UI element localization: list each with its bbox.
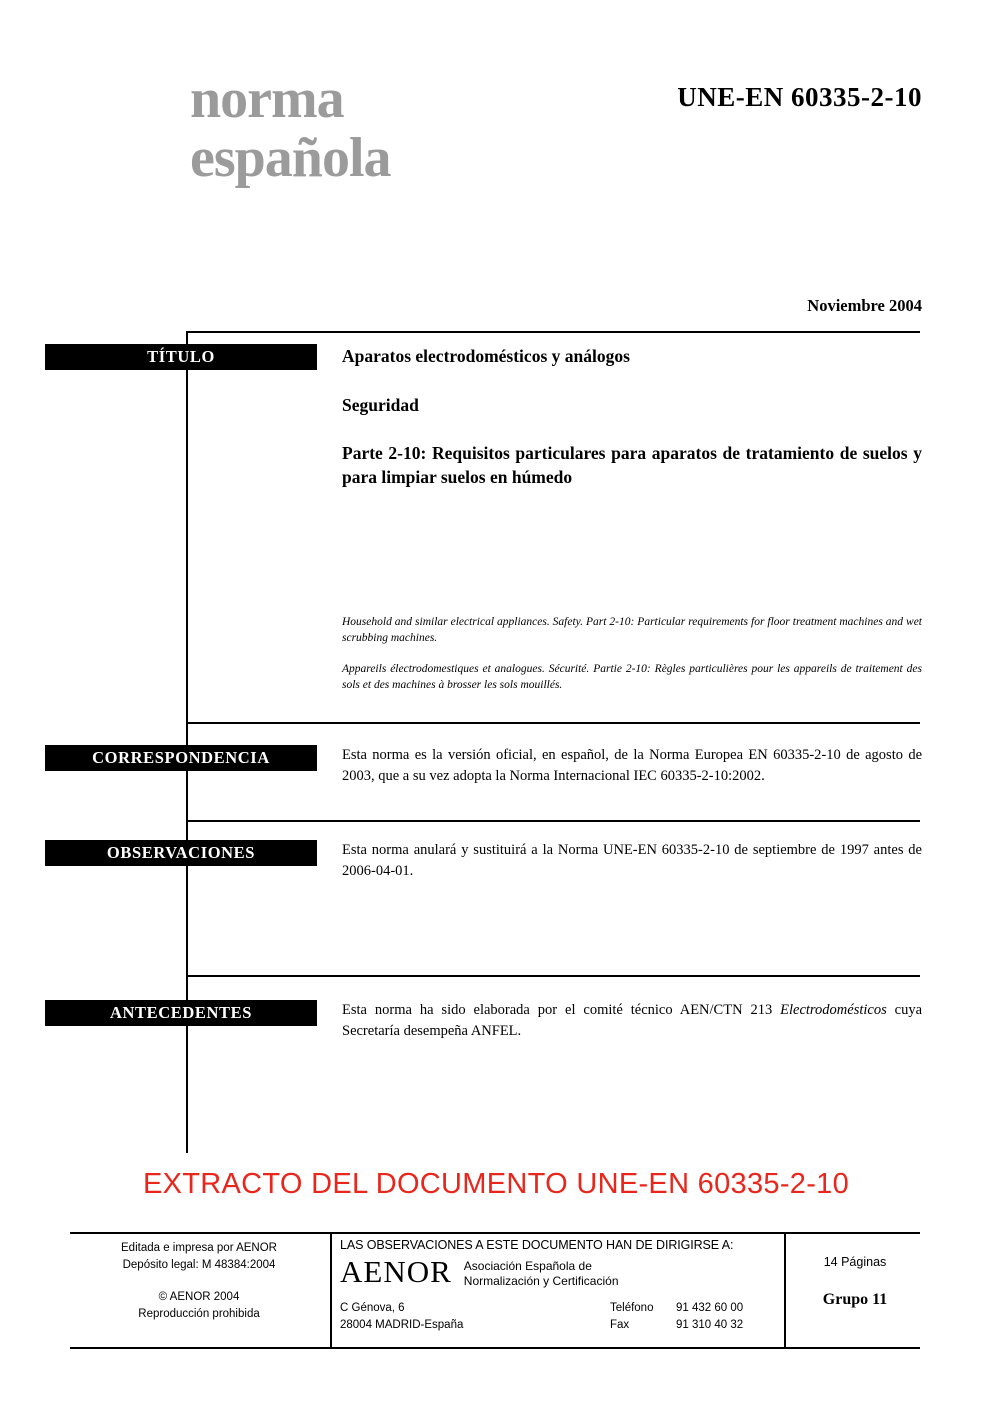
footer-address-line-2: 28004 MADRID-España: [340, 1318, 464, 1331]
page-count: 14 Páginas: [823, 1255, 887, 1269]
footer-contact-details: [340, 1300, 780, 1333]
rule-after-observaciones: [186, 975, 920, 977]
footer-phone-numbers: [676, 1300, 776, 1333]
antecedentes-text-before: Esta norma ha sido elaborada por el comité técnico AEN/CTN 213: [342, 1002, 781, 1018]
footer-telephone-number: 91 432 60 00: [676, 1302, 744, 1314]
rule-top: [186, 331, 920, 333]
aenor-subtitle-line-1: Asociación Española de: [463, 1259, 592, 1273]
masthead-line-2: española: [190, 126, 391, 189]
footer-divider-left: [330, 1232, 332, 1347]
section-tag-antecedentes: ANTECEDENTES: [45, 1000, 317, 1026]
document-code: UNE-EN 60335-2-10: [677, 82, 922, 112]
rule-after-titulo: [186, 722, 920, 724]
footer-contact-block: [340, 1238, 780, 1333]
footer-rule-top: [70, 1232, 920, 1234]
title-line-1: Aparatos electrodomésticos y análogos: [342, 346, 630, 366]
footer-copyright: © AENOR 2004: [158, 1290, 240, 1303]
correspondencia-text: Esta norma es la versión oficial, en español, de la Norma Europea EN 60335-2-10 de agosto de 2003, que a su vez adopta la Norma Internacional IEC 60335-2-10:2002.: [342, 747, 922, 785]
extract-banner: EXTRACTO DEL DOCUMENTO UNE-EN 60335-2-10: [142, 1168, 850, 1200]
section-tag-titulo: TÍTULO: [45, 344, 317, 370]
masthead: [190, 70, 610, 188]
footer-reproduction-notice: Reproducción prohibida: [138, 1307, 260, 1320]
aenor-subtitle: [464, 1259, 619, 1289]
antecedentes-text: [342, 1000, 922, 1042]
footer-fax-number: 91 310 40 32: [676, 1318, 744, 1331]
alternate-titles: [342, 615, 922, 709]
title-line-2: Seguridad: [342, 394, 419, 415]
masthead-line-1: norma: [190, 68, 344, 130]
alt-title-english: Household and similar electrical appliances. Safety. Part 2-10: Particular requirements for floor treatment machines and wet scrubbing machines.: [342, 616, 922, 644]
footer-legal-deposit: Depósito legal: M 48384:2004: [122, 1259, 276, 1272]
footer-page-info: [790, 1255, 920, 1309]
antecedentes-text-after: cuya Secretaría desempeña ANFEL.: [342, 1002, 923, 1040]
aenor-logo: AENOR: [340, 1254, 452, 1289]
footer-divider-right: [784, 1232, 786, 1347]
footer-phone-labels: [610, 1300, 676, 1333]
title-block: [342, 345, 922, 490]
alt-title-french: Appareils électrodomestiques et analogues. Sécurité. Partie 2-10: Règles particulières pour les appareils de traitement des sols et des machines à brosser les sols mouillés.: [342, 663, 922, 691]
title-line-3: Parte 2-10: Requisitos particulares para aparatos de tratamiento de suelos y para limpiar suelos en húmedo: [342, 443, 922, 487]
footer-editor-line: Editada e impresa por AENOR: [121, 1242, 277, 1254]
aenor-logo-row: [340, 1254, 780, 1290]
observaciones-text: Esta norma anulará y sustituirá a la Norma UNE-EN 60335-2-10 de septiembre de 1997 antes de 2006-04-01.: [342, 842, 922, 880]
rule-after-correspondencia: [186, 820, 920, 822]
section-tag-observaciones: OBSERVACIONES: [45, 840, 317, 866]
aenor-subtitle-line-2: Normalización y Certificación: [463, 1274, 619, 1288]
footer-address: [340, 1300, 610, 1333]
footer-fax-label: Fax: [610, 1318, 630, 1331]
footer-telephone-label: Teléfono: [610, 1302, 654, 1314]
vertical-divider: [186, 331, 188, 1153]
footer-publisher-info: [74, 1240, 324, 1323]
antecedentes-text-italic: Electrodomésticos: [780, 1002, 887, 1018]
footer-observations-heading: LAS OBSERVACIONES A ESTE DOCUMENTO HAN DE DIRIGIRSE A:: [340, 1238, 734, 1252]
publication-date: Noviembre 2004: [807, 296, 922, 315]
section-tag-correspondencia: CORRESPONDENCIA: [45, 745, 317, 771]
group-number: Grupo 11: [822, 1291, 888, 1308]
footer-address-line-1: C Génova, 6: [340, 1302, 405, 1314]
footer-rule-bottom: [70, 1347, 920, 1349]
